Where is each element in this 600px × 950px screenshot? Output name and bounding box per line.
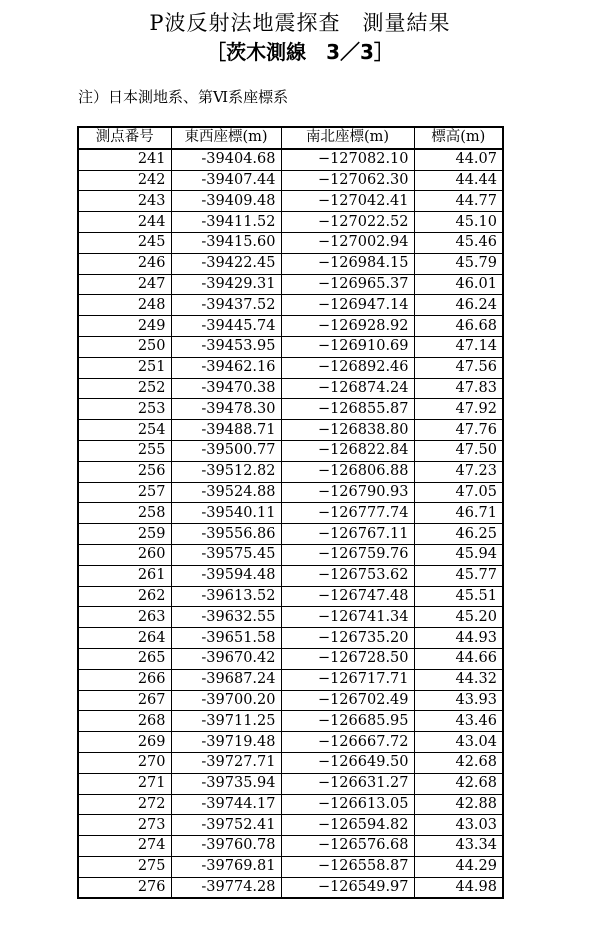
station-number-cell: 250 [78, 336, 171, 357]
elevation-cell: 44.32 [414, 669, 503, 690]
north-south-cell: −126549.97 [281, 877, 414, 898]
page-title: P波反射法地震探査 測量結果 [149, 11, 451, 35]
north-south-cell: −127042.41 [281, 191, 414, 212]
elevation-cell: 45.77 [414, 565, 503, 586]
elevation-cell: 44.07 [414, 149, 503, 170]
table-row [78, 440, 503, 461]
east-west-cell: -39488.71 [171, 420, 281, 441]
east-west-cell: -39651.58 [171, 628, 281, 649]
east-west-cell: -39478.30 [171, 399, 281, 420]
line-subtitle: ［茨木測線 3／3］ [206, 40, 394, 64]
table-row [78, 482, 503, 503]
elevation-cell: 46.01 [414, 274, 503, 295]
station-number-cell: 254 [78, 420, 171, 441]
station-number-cell: 241 [78, 149, 171, 170]
north-south-cell: −126759.76 [281, 544, 414, 565]
east-west-cell: -39500.77 [171, 440, 281, 461]
table-row [78, 565, 503, 586]
table-row [78, 752, 503, 773]
table-row [78, 295, 503, 316]
station-number-cell: 253 [78, 399, 171, 420]
station-number-cell: 276 [78, 877, 171, 898]
table-row [78, 191, 503, 212]
east-west-cell: -39411.52 [171, 212, 281, 233]
elevation-cell: 46.25 [414, 524, 503, 545]
elevation-cell: 47.76 [414, 420, 503, 441]
elevation-cell: 43.46 [414, 711, 503, 732]
elevation-cell: 46.68 [414, 316, 503, 337]
table-row [78, 274, 503, 295]
table-row [78, 856, 503, 877]
north-south-cell: −126685.95 [281, 711, 414, 732]
table-row [78, 420, 503, 441]
north-south-cell: −126910.69 [281, 336, 414, 357]
column-header-station-number: 測点番号 [78, 127, 171, 149]
station-number-cell: 270 [78, 752, 171, 773]
station-number-cell: 247 [78, 274, 171, 295]
station-number-cell: 245 [78, 232, 171, 253]
station-number-cell: 251 [78, 357, 171, 378]
north-south-cell: −126728.50 [281, 648, 414, 669]
table-row [78, 544, 503, 565]
elevation-cell: 45.51 [414, 586, 503, 607]
north-south-cell: −127082.10 [281, 149, 414, 170]
elevation-cell: 47.05 [414, 482, 503, 503]
elevation-cell: 47.92 [414, 399, 503, 420]
elevation-cell: 47.83 [414, 378, 503, 399]
station-number-cell: 271 [78, 773, 171, 794]
east-west-cell: -39613.52 [171, 586, 281, 607]
elevation-cell: 45.20 [414, 607, 503, 628]
station-number-cell: 248 [78, 295, 171, 316]
station-number-cell: 244 [78, 212, 171, 233]
elevation-cell: 43.93 [414, 690, 503, 711]
elevation-cell: 45.10 [414, 212, 503, 233]
table-row [78, 877, 503, 898]
table-row [78, 357, 503, 378]
north-south-cell: −126790.93 [281, 482, 414, 503]
elevation-cell: 45.94 [414, 544, 503, 565]
table-header-row [78, 127, 503, 149]
table-row [78, 607, 503, 628]
north-south-cell: −126594.82 [281, 815, 414, 836]
east-west-cell: -39744.17 [171, 794, 281, 815]
station-number-cell: 246 [78, 253, 171, 274]
table-row [78, 378, 503, 399]
station-number-cell: 263 [78, 607, 171, 628]
east-west-cell: -39462.16 [171, 357, 281, 378]
elevation-cell: 42.68 [414, 752, 503, 773]
table-row [78, 316, 503, 337]
east-west-cell: -39632.55 [171, 607, 281, 628]
north-south-cell: −126558.87 [281, 856, 414, 877]
table-row [78, 628, 503, 649]
north-south-cell: −126777.74 [281, 503, 414, 524]
table-row [78, 232, 503, 253]
station-number-cell: 258 [78, 503, 171, 524]
station-number-cell: 264 [78, 628, 171, 649]
table-row [78, 648, 503, 669]
north-south-cell: −126965.37 [281, 274, 414, 295]
coordinate-system-note: 注）日本測地系、第Ⅵ系座標系 [78, 88, 289, 106]
north-south-cell: −126838.80 [281, 420, 414, 441]
table-row [78, 399, 503, 420]
east-west-cell: -39512.82 [171, 461, 281, 482]
table-row [78, 586, 503, 607]
column-header-north-south: 南北座標(m) [281, 127, 414, 149]
elevation-cell: 42.88 [414, 794, 503, 815]
north-south-cell: −126631.27 [281, 773, 414, 794]
station-number-cell: 260 [78, 544, 171, 565]
elevation-cell: 47.14 [414, 336, 503, 357]
east-west-cell: -39735.94 [171, 773, 281, 794]
east-west-cell: -39445.74 [171, 316, 281, 337]
north-south-cell: −127002.94 [281, 232, 414, 253]
table-row [78, 253, 503, 274]
station-number-cell: 267 [78, 690, 171, 711]
elevation-cell: 47.56 [414, 357, 503, 378]
north-south-cell: −126947.14 [281, 295, 414, 316]
east-west-cell: -39594.48 [171, 565, 281, 586]
east-west-cell: -39407.44 [171, 170, 281, 191]
elevation-cell: 44.93 [414, 628, 503, 649]
station-number-cell: 265 [78, 648, 171, 669]
east-west-cell: -39719.48 [171, 732, 281, 753]
north-south-cell: −126613.05 [281, 794, 414, 815]
east-west-cell: -39556.86 [171, 524, 281, 545]
north-south-cell: −127062.30 [281, 170, 414, 191]
north-south-cell: −126892.46 [281, 357, 414, 378]
table-row [78, 815, 503, 836]
north-south-cell: −126717.71 [281, 669, 414, 690]
elevation-cell: 44.98 [414, 877, 503, 898]
north-south-cell: −126649.50 [281, 752, 414, 773]
north-south-cell: −126735.20 [281, 628, 414, 649]
table-row [78, 170, 503, 191]
station-number-cell: 269 [78, 732, 171, 753]
north-south-cell: −126928.92 [281, 316, 414, 337]
table-row [78, 149, 503, 170]
table-row [78, 732, 503, 753]
station-number-cell: 261 [78, 565, 171, 586]
station-number-cell: 262 [78, 586, 171, 607]
table-row [78, 773, 503, 794]
east-west-cell: -39409.48 [171, 191, 281, 212]
elevation-cell: 44.29 [414, 856, 503, 877]
north-south-cell: −126806.88 [281, 461, 414, 482]
east-west-cell: -39774.28 [171, 877, 281, 898]
station-number-cell: 259 [78, 524, 171, 545]
elevation-cell: 45.79 [414, 253, 503, 274]
east-west-cell: -39760.78 [171, 836, 281, 857]
column-header-east-west: 東西座標(m) [171, 127, 281, 149]
station-number-cell: 249 [78, 316, 171, 337]
table-row [78, 336, 503, 357]
table-row [78, 794, 503, 815]
station-number-cell: 266 [78, 669, 171, 690]
east-west-cell: -39670.42 [171, 648, 281, 669]
east-west-cell: -39769.81 [171, 856, 281, 877]
east-west-cell: -39752.41 [171, 815, 281, 836]
elevation-cell: 47.50 [414, 440, 503, 461]
east-west-cell: -39700.20 [171, 690, 281, 711]
north-south-cell: −126984.15 [281, 253, 414, 274]
north-south-cell: −126767.11 [281, 524, 414, 545]
east-west-cell: -39727.71 [171, 752, 281, 773]
north-south-cell: −126702.49 [281, 690, 414, 711]
east-west-cell: -39540.11 [171, 503, 281, 524]
station-number-cell: 252 [78, 378, 171, 399]
station-number-cell: 243 [78, 191, 171, 212]
east-west-cell: -39437.52 [171, 295, 281, 316]
north-south-cell: −126753.62 [281, 565, 414, 586]
north-south-cell: −126874.24 [281, 378, 414, 399]
station-number-cell: 255 [78, 440, 171, 461]
station-number-cell: 273 [78, 815, 171, 836]
elevation-cell: 46.24 [414, 295, 503, 316]
station-number-cell: 268 [78, 711, 171, 732]
north-south-cell: −126741.34 [281, 607, 414, 628]
table-row [78, 461, 503, 482]
elevation-cell: 45.46 [414, 232, 503, 253]
elevation-cell: 46.71 [414, 503, 503, 524]
elevation-cell: 42.68 [414, 773, 503, 794]
table-row [78, 669, 503, 690]
table-row [78, 524, 503, 545]
north-south-cell: −126576.68 [281, 836, 414, 857]
survey-results-table [77, 126, 504, 899]
north-south-cell: −126667.72 [281, 732, 414, 753]
east-west-cell: -39415.60 [171, 232, 281, 253]
east-west-cell: -39404.68 [171, 149, 281, 170]
table-row [78, 690, 503, 711]
station-number-cell: 272 [78, 794, 171, 815]
table-body [78, 149, 503, 899]
north-south-cell: −126747.48 [281, 586, 414, 607]
north-south-cell: −126855.87 [281, 399, 414, 420]
station-number-cell: 242 [78, 170, 171, 191]
east-west-cell: -39575.45 [171, 544, 281, 565]
east-west-cell: -39711.25 [171, 711, 281, 732]
station-number-cell: 257 [78, 482, 171, 503]
table-row [78, 836, 503, 857]
north-south-cell: −127022.52 [281, 212, 414, 233]
column-header-elevation: 標高(m) [414, 127, 503, 149]
station-number-cell: 274 [78, 836, 171, 857]
station-number-cell: 256 [78, 461, 171, 482]
elevation-cell: 44.77 [414, 191, 503, 212]
elevation-cell: 44.66 [414, 648, 503, 669]
east-west-cell: -39524.88 [171, 482, 281, 503]
east-west-cell: -39687.24 [171, 669, 281, 690]
east-west-cell: -39453.95 [171, 336, 281, 357]
table-row [78, 503, 503, 524]
east-west-cell: -39429.31 [171, 274, 281, 295]
elevation-cell: 44.44 [414, 170, 503, 191]
north-south-cell: −126822.84 [281, 440, 414, 461]
elevation-cell: 43.04 [414, 732, 503, 753]
east-west-cell: -39470.38 [171, 378, 281, 399]
table-row [78, 711, 503, 732]
elevation-cell: 47.23 [414, 461, 503, 482]
table-row [78, 212, 503, 233]
east-west-cell: -39422.45 [171, 253, 281, 274]
elevation-cell: 43.34 [414, 836, 503, 857]
elevation-cell: 43.03 [414, 815, 503, 836]
station-number-cell: 275 [78, 856, 171, 877]
